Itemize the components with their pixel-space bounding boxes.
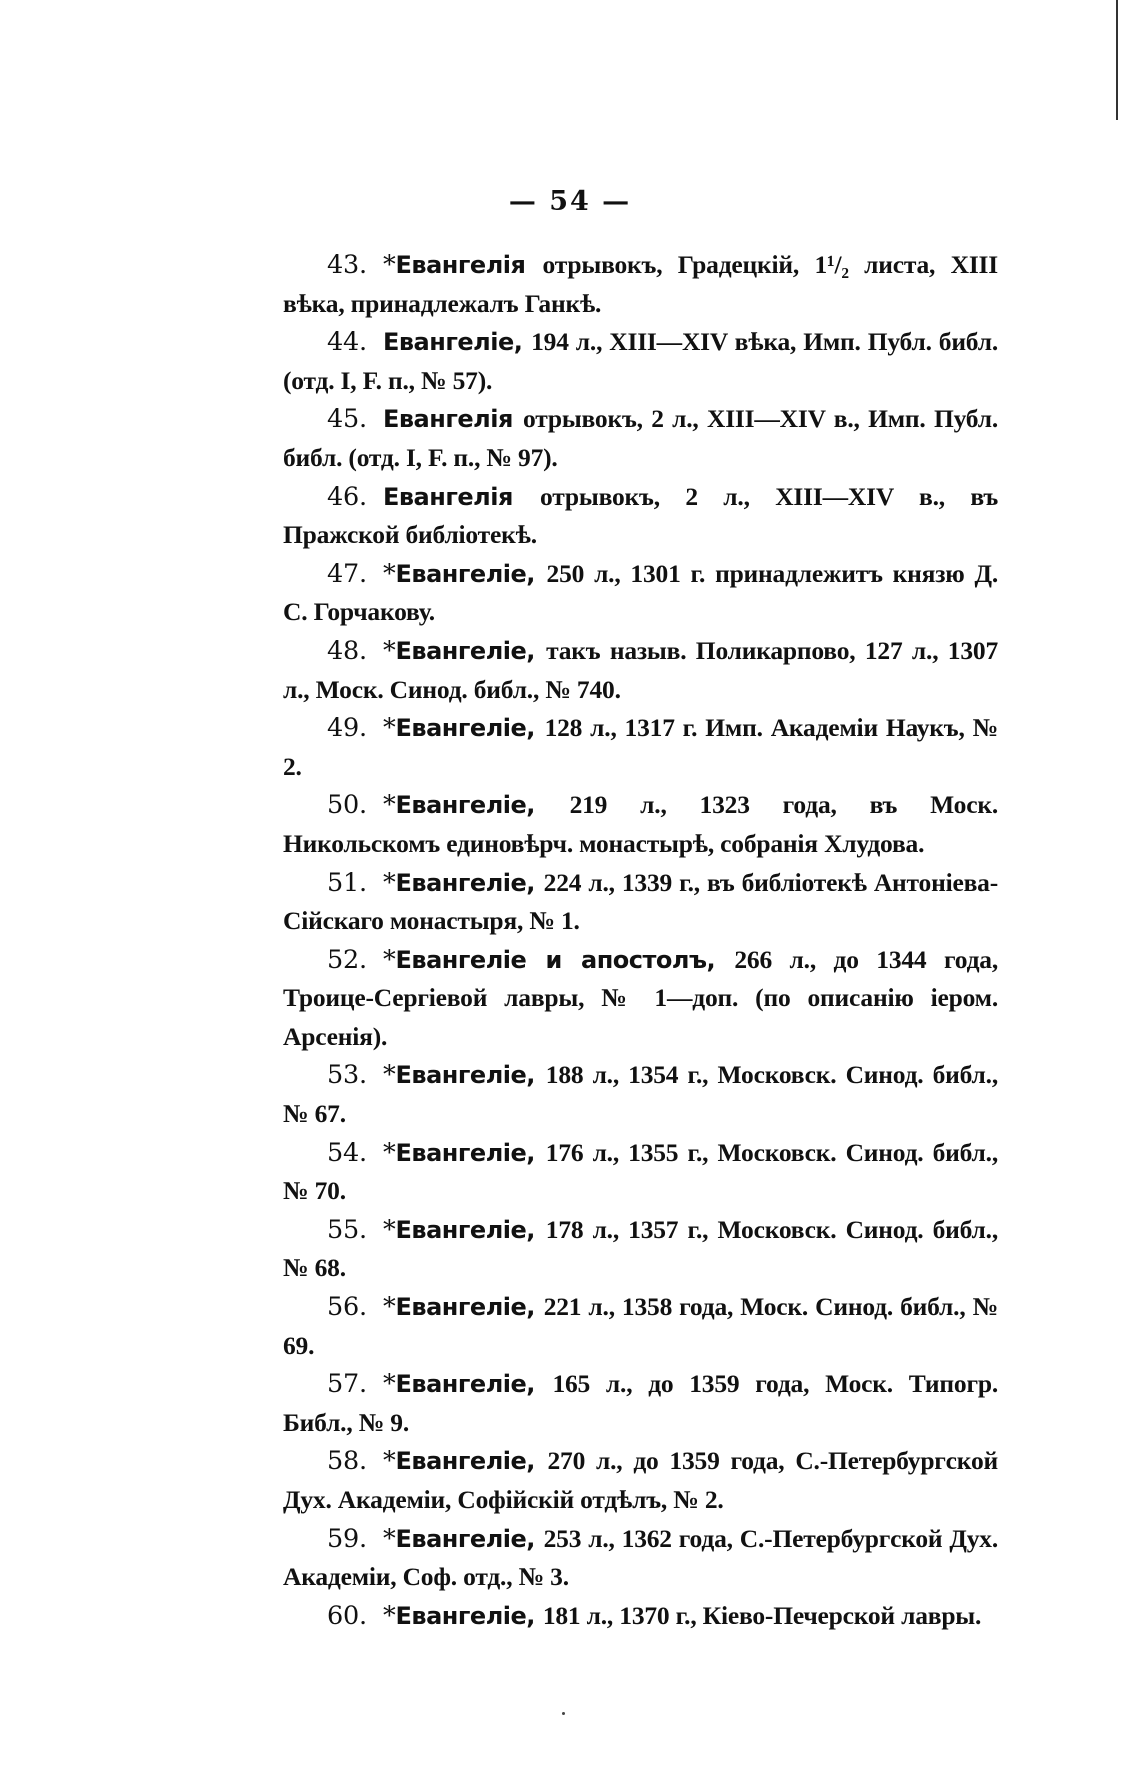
entry-marker: *: [382, 1523, 396, 1554]
entry-marker: *: [382, 1369, 396, 1400]
entry-marker: *: [382, 1060, 396, 1091]
catalog-entry: [283, 1211, 998, 1288]
entry-marker: *: [382, 1446, 396, 1477]
entry-title: Евангеліе,: [395, 1447, 535, 1476]
entry-number: 46.: [327, 481, 367, 512]
catalog-entry: [283, 1056, 998, 1133]
entry-number: 50.: [327, 790, 367, 821]
footer-dot: [562, 1712, 565, 1715]
entry-number: 52.: [327, 944, 367, 975]
entry-title: Евангеліе,: [395, 1293, 535, 1322]
catalog-entry: [283, 864, 998, 941]
entry-title: Евангеліе,: [395, 1215, 535, 1244]
entry-marker: *: [382, 713, 396, 744]
entry-text: 270 л., до 1359 года, С.-Петербургской Дух. Академіи, Софійскій отдѣлъ, № 2.: [283, 1446, 998, 1514]
entry-text: 224 л., 1339 г., въ библіотекѣ Антоніева-Сійскаго монастыря, № 1.: [283, 867, 998, 936]
entry-title: Евангелія: [382, 482, 513, 511]
catalog-entry: [283, 1520, 998, 1597]
entry-title: Евангеліе,: [395, 1138, 535, 1167]
entry-number: 45.: [327, 404, 367, 435]
entry-number: 58.: [327, 1446, 367, 1477]
catalog-entry: [283, 1365, 998, 1442]
entry-title: Евангеліе,: [395, 636, 535, 665]
entry-text: 253 л., 1362 года, С.-Петербургской Дух. Академіи, Соф. отд., № 3.: [283, 1523, 999, 1592]
entry-marker: *: [382, 790, 396, 821]
entries-list: [283, 246, 998, 1635]
catalog-entry: [283, 1597, 998, 1636]
entry-text: 221 л., 1358 года, Моск. Синод. библ., № 69.: [283, 1292, 998, 1360]
entry-text: 250 л., 1301 г. принадлежитъ князю Д. С. Горчакову.: [283, 558, 998, 627]
entry-marker: *: [382, 558, 396, 589]
catalog-entry: [283, 1134, 998, 1211]
catalog-entry: [283, 632, 998, 709]
catalog-entry: [283, 1442, 998, 1519]
catalog-entry: [283, 786, 998, 863]
catalog-entry: [283, 323, 998, 400]
entry-text: отрывокъ, 2 л., XIII—XIV в., въ Пражской библіотекѣ.: [283, 481, 999, 550]
entry-number: 57.: [327, 1369, 367, 1400]
catalog-entry: [283, 941, 998, 1057]
entry-marker: *: [382, 867, 396, 898]
entry-text: отрывокъ, Градецкій, 1¹/₂ листа, XIII вѣка, принадлежалъ Ганкѣ.: [283, 250, 999, 318]
entry-title: Евангеліе,: [395, 1524, 535, 1553]
catalog-entry: [283, 1288, 998, 1365]
entry-marker: *: [382, 1292, 396, 1323]
entry-title: Евангеліе,: [382, 328, 523, 357]
entry-text: 181 л., 1370 г., Кіево-Печерской лавры.: [542, 1600, 982, 1630]
entry-text: 194 л., XIII—XIV вѣка, Имп. Публ. библ. (отд. I, F. п., № 57).: [283, 327, 999, 395]
entry-title: Евангеліе,: [395, 1601, 535, 1630]
entry-title: Евангеліе,: [395, 868, 535, 897]
entry-title: Евангелія: [395, 251, 526, 279]
entry-marker: *: [382, 1214, 396, 1245]
catalog-entry: [283, 555, 998, 632]
entry-text: 188 л., 1354 г., Московск. Синод. библ., № 67.: [283, 1060, 999, 1129]
catalog-entry: [283, 478, 998, 555]
entry-text: 165 л., до 1359 года, Моск. Типогр. Библ., № 9.: [283, 1369, 998, 1437]
page-number: — 54 —: [508, 186, 632, 217]
entry-text: такъ назыв. Поликарпово, 127 л., 1307 л., Моск. Синод. библ., № 740.: [283, 635, 998, 704]
catalog-entry: [283, 246, 998, 323]
entry-title: Евангелія: [382, 405, 513, 434]
entry-number: 49.: [327, 713, 367, 744]
entry-title: Евангеліе и апостолъ,: [395, 945, 716, 974]
catalog-entry: [283, 709, 998, 786]
entry-number: 48.: [327, 635, 367, 666]
entry-marker: *: [382, 250, 396, 280]
entry-text: 128 л., 1317 г. Имп. Академіи Наукъ, № 2.: [283, 713, 998, 781]
entry-text: 266 л., до 1344 года, Троице-Сергіевой лавры, № 1—доп. (по описанію іером. Арсенія).: [283, 944, 998, 1051]
entry-marker: *: [382, 1600, 396, 1631]
entry-marker: *: [382, 635, 396, 666]
entry-number: 56.: [327, 1292, 367, 1323]
entry-title: Евангеліе,: [395, 1061, 535, 1090]
entry-marker: *: [382, 1137, 396, 1168]
entry-marker: *: [382, 944, 396, 975]
entry-number: 44.: [327, 327, 367, 358]
entry-title: Евангеліе,: [395, 559, 535, 588]
catalog-entry: [283, 400, 998, 477]
entry-number: 55.: [327, 1214, 367, 1245]
entry-number: 53.: [327, 1060, 367, 1091]
entry-title: Евангеліе,: [395, 1370, 535, 1399]
entry-text: 176 л., 1355 г., Московск. Синод. библ., № 70.: [283, 1137, 999, 1206]
entry-number: 47.: [327, 558, 367, 589]
entry-number: 43.: [327, 250, 367, 280]
entry-text: отрывокъ, 2 л., XIII—XIV в., Имп. Публ. библ. (отд. I, F. п., № 97).: [283, 404, 998, 472]
entry-title: Евангеліе,: [395, 714, 535, 743]
entry-number: 59.: [327, 1523, 367, 1554]
entry-text: 178 л., 1357 г., Московск. Синод. библ., № 68.: [283, 1214, 999, 1283]
page-edge-line: [1116, 0, 1118, 120]
entry-number: 51.: [327, 867, 367, 898]
entry-number: 54.: [327, 1137, 367, 1168]
entry-number: 60.: [327, 1600, 367, 1631]
entry-text: 219 л., 1323 года, въ Моск. Никольскомъ единовѣрч. монастырѣ, собранія Хлудова.: [283, 790, 999, 858]
entry-title: Евангеліе,: [395, 791, 535, 820]
